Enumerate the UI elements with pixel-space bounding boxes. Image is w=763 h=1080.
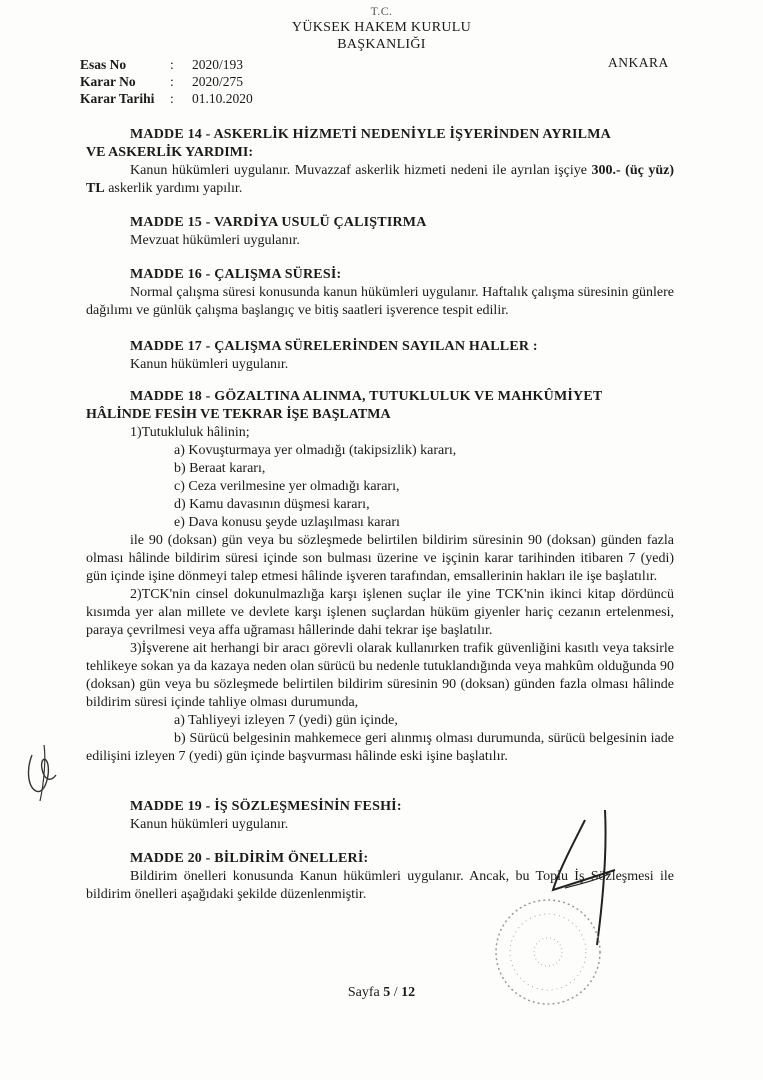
article-17-title: MADDE 17 - ÇALIŞMA SÜRELERİNDEN SAYILAN HALLER : <box>130 339 538 354</box>
page-prefix: Sayfa <box>347 985 384 1000</box>
city: ANKARA <box>608 55 669 70</box>
article-20-title: MADDE 20 - BİLDİRİM ÖNELLERİ: <box>130 851 369 866</box>
article-14-title-cont: VE ASKERLİK YARDIMI: <box>86 145 253 160</box>
colon: : <box>170 57 174 72</box>
article-14-text-c: askerlik yardımı yapılır. <box>104 181 243 196</box>
article-18-item-e: e) Dava konusu şeyde uzlaşılması kararı <box>174 515 400 530</box>
article-17-text: Kanun hükümleri uygulanır. <box>130 357 289 372</box>
article-14-text-a: Kanun hükümleri uygulanır. Muvazzaf askerlik hizmeti nedeni ile ayrılan işçiye <box>130 163 592 178</box>
article-18-p3-a: a) Tahliyeyi izleyen 7 (yedi) gün içinde, <box>174 713 398 728</box>
article-18-item-d: d) Kamu davasının düşmesi kararı, <box>174 497 370 512</box>
article-18-p2: 2)TCK'nin cinsel dokunulmazlığa karşı işlenen suçlar ile yine TCK'nin ikinci kitap dördüncü kısımda yer alan millete ve devlete karşı işlenen suçlardan hüküm giyenler hariç cezanın ertelenmesi, paraya çevrilmesi veya affa uğraması hâllerinde dahi tekrar işe başlatılır. <box>86 587 674 638</box>
header-tc: T.C. <box>370 4 393 18</box>
article-16-title: MADDE 16 - ÇALIŞMA SÜRESİ: <box>130 267 342 282</box>
institution-unit: BAŞKANLIĞI <box>337 37 426 52</box>
article-14-text <box>86 162 674 198</box>
article-20-text: Bildirim önelleri konusunda Kanun hükümleri uygulanır. Ancak, bu Toplu İş Sözleşmesi ile bildirim önelleri aşağıdaki şekilde düzenlenmiştir. <box>86 869 674 902</box>
colon: : <box>170 91 174 106</box>
karar-value: 2020/275 <box>192 74 244 89</box>
article-18-p3: 3)İşverene ait herhangi bir aracı görevli olarak kullanırken trafik güvenliğini kasıtlı veya taksirle tehlikeye sokan ya da kazaya neden olan sürücü bu nedenle tutuklandığında veya mahkûm olduğunda 90 (doksan) gün veya bu sözleşmede belirtilen bildirim süresinin 90 (doksan) günden fazla olması hâlinde bildirim süresi içinde tahliye olması durumunda, <box>86 641 674 710</box>
article-18-p3-b: b) Sürücü belgesinin mahkemece geri alınmış olması durumunda, sürücü belgesinin iade edilişini izleyen 7 (yedi) gün içinde başvurması hâlinde eski işine başlatılır. <box>86 731 674 764</box>
article-15-title: MADDE 15 - VARDİYA USULÜ ÇALIŞTIRMA <box>130 215 427 230</box>
article-18-item-b: b) Beraat kararı, <box>174 461 266 476</box>
article-14 <box>86 126 674 198</box>
article-19-text: Kanun hükümleri uygulanır. <box>130 817 289 832</box>
page-current: 5 <box>383 985 391 1000</box>
article-19-title: MADDE 19 - İŞ SÖZLEŞMESİNİN FESHİ: <box>130 799 402 814</box>
page-total: 12 <box>401 985 416 1000</box>
article-16-text: Normal çalışma süresi konusunda kanun hükümleri uygulanır. Haftalık çalışma süresinin günlere dağılımı ve günlük çalışma başlangıç ve bitiş saatleri işverence tespit edilir. <box>86 285 674 318</box>
article-17 <box>86 338 674 374</box>
karar-row <box>80 73 253 90</box>
page-number <box>0 985 763 1001</box>
article-18-item-c: c) Ceza verilmesine yer olmadığı kararı, <box>174 479 400 494</box>
esas-row <box>80 56 253 73</box>
tarih-value: 01.10.2020 <box>192 91 253 106</box>
case-meta <box>80 56 253 107</box>
article-18 <box>86 388 674 766</box>
esas-value: 2020/193 <box>192 57 244 72</box>
article-14-amount: 300.- (üç yüz) TL <box>86 163 674 196</box>
colon: : <box>170 74 174 89</box>
article-18-item-a: a) Kovuşturmaya yer olmadığı (takipsizlik) kararı, <box>174 443 457 458</box>
article-14-title: MADDE 14 - ASKERLİK HİZMETİ NEDENİYLE İŞYERİNDEN AYRILMA <box>130 127 611 142</box>
karar-label: Karar No <box>80 74 136 89</box>
article-15-text: Mevzuat hükümleri uygulanır. <box>130 233 300 248</box>
page-separator: / <box>390 985 402 1000</box>
tarih-label: Karar Tarihi <box>80 91 155 106</box>
institution-name: YÜKSEK HAKEM KURULU <box>291 20 472 35</box>
paraph-signature <box>20 725 70 805</box>
article-18-title: MADDE 18 - GÖZALTINA ALINMA, TUTUKLULUK VE MAHKÛMİYET <box>130 389 603 404</box>
article-16 <box>86 266 674 320</box>
article-18-title-cont: HÂLİNDE FESİH VE TEKRAR İŞE BAŞLATMA <box>86 407 391 422</box>
article-15 <box>86 214 674 250</box>
tarih-row <box>80 90 253 107</box>
esas-label: Esas No <box>80 57 127 72</box>
article-18-p1-text: ile 90 (doksan) gün veya bu sözleşmede belirtilen bildirim süresinin 90 (doksan) günden fazla olması hâlinde bildirim süresi içinde son bulması üzerine ve işçinin karar tarihinden itibaren 7 (yedi) gün içinde işine dönmeyi talep etmesi hâlinde işveren tarafından, emsallerinin hakları ile işe başlatılır. <box>86 533 674 584</box>
article-18-p1-intro: 1)Tutukluluk hâlinin; <box>130 425 250 440</box>
